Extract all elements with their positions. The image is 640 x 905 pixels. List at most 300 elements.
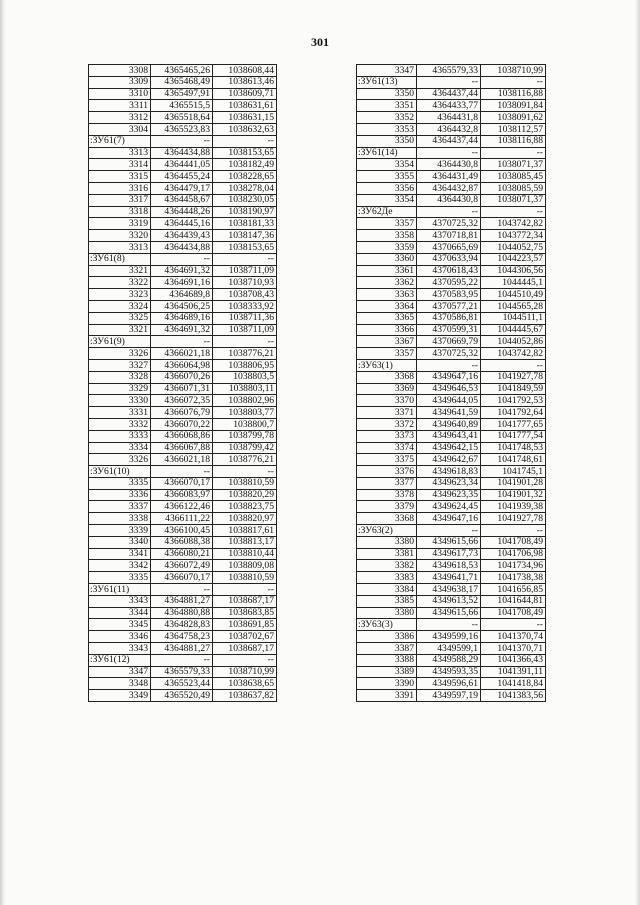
- y-coordinate-cell: 1038609,71: [213, 88, 277, 100]
- section-label-cell: :ЗУ61(12): [89, 654, 151, 666]
- point-number-cell: 3354: [357, 194, 417, 206]
- x-coordinate-cell: 4366111,22: [151, 513, 213, 525]
- point-number-cell: 3326: [89, 454, 151, 466]
- y-coordinate-cell: 1038112,57: [481, 123, 546, 135]
- point-number-cell: 3323: [89, 289, 151, 301]
- point-number-cell: 3381: [357, 548, 417, 560]
- table-row: [357, 513, 546, 525]
- x-coordinate-cell: 4364455,24: [151, 171, 213, 183]
- point-number-cell: 3331: [89, 407, 151, 419]
- point-number-cell: 3319: [89, 218, 151, 230]
- x-coordinate-cell: 4349615,66: [417, 607, 481, 619]
- table-row: [357, 123, 546, 135]
- point-number-cell: 3377: [357, 477, 417, 489]
- y-coordinate-cell: 1038687,17: [213, 595, 277, 607]
- table-row: [357, 171, 546, 183]
- y-coordinate-cell: 1038333,92: [213, 300, 277, 312]
- y-coordinate-cell: 1044445,1: [481, 277, 546, 289]
- y-coordinate-cell: 1041927,78: [481, 513, 546, 525]
- y-coordinate-cell: 1038806,95: [213, 359, 277, 371]
- section-label-cell: :ЗУ63(2): [357, 525, 417, 537]
- x-coordinate-cell: 4365465,26: [151, 65, 213, 77]
- table-row: [89, 454, 277, 466]
- y-coordinate-cell: 1044565,28: [481, 300, 546, 312]
- coordinates-table-left: [88, 64, 277, 702]
- point-number-cell: 3335: [89, 477, 151, 489]
- y-coordinate-cell: 1038631,15: [213, 112, 277, 124]
- y-coordinate-cell: 1041927,78: [481, 371, 546, 383]
- point-number-cell: 3343: [89, 595, 151, 607]
- point-number-cell: 3321: [89, 265, 151, 277]
- y-coordinate-cell: 1041708,49: [481, 536, 546, 548]
- point-number-cell: 3368: [357, 371, 417, 383]
- table-row: [89, 206, 277, 218]
- y-coordinate-cell: 1038632,63: [213, 123, 277, 135]
- y-coordinate-cell: 1038810,44: [213, 548, 277, 560]
- x-coordinate-cell: --: [417, 619, 481, 631]
- x-coordinate-cell: 4364437,44: [417, 135, 481, 147]
- table-row: [357, 442, 546, 454]
- x-coordinate-cell: 4364432,8: [417, 123, 481, 135]
- y-coordinate-cell: 1041656,85: [481, 584, 546, 596]
- y-coordinate-cell: 1041748,53: [481, 442, 546, 454]
- x-coordinate-cell: 4349613,52: [417, 595, 481, 607]
- x-coordinate-cell: 4349641,59: [417, 407, 481, 419]
- point-number-cell: 3346: [89, 631, 151, 643]
- x-coordinate-cell: 4366070,17: [151, 572, 213, 584]
- point-number-cell: 3304: [89, 123, 151, 135]
- table-row: [89, 65, 277, 77]
- point-number-cell: 3383: [357, 572, 417, 584]
- table-row: [89, 383, 277, 395]
- x-coordinate-cell: 4366088,38: [151, 536, 213, 548]
- y-coordinate-cell: 1041706,98: [481, 548, 546, 560]
- point-number-cell: 3357: [357, 218, 417, 230]
- y-coordinate-cell: 1038711,09: [213, 324, 277, 336]
- table-row: [89, 690, 277, 702]
- y-coordinate-cell: 1038711,09: [213, 265, 277, 277]
- y-coordinate-cell: 1038810,59: [213, 477, 277, 489]
- x-coordinate-cell: 4364506,25: [151, 300, 213, 312]
- x-coordinate-cell: 4364431,49: [417, 171, 481, 183]
- table-row: [357, 560, 546, 572]
- y-coordinate-cell: 1038691,85: [213, 619, 277, 631]
- table-row: [89, 631, 277, 643]
- y-coordinate-cell: 1038687,17: [213, 643, 277, 655]
- y-coordinate-cell: 1038153,65: [213, 147, 277, 159]
- x-coordinate-cell: --: [151, 135, 213, 147]
- table-row: [357, 265, 546, 277]
- y-coordinate-cell: 1041777,54: [481, 430, 546, 442]
- table-row: [89, 619, 277, 631]
- point-number-cell: 3367: [357, 336, 417, 348]
- table-row: [89, 666, 277, 678]
- section-label-cell: :ЗУ61(10): [89, 466, 151, 478]
- y-coordinate-cell: 1038085,59: [481, 182, 546, 194]
- y-coordinate-cell: 1038702,67: [213, 631, 277, 643]
- y-coordinate-cell: 1041901,32: [481, 489, 546, 501]
- x-coordinate-cell: 4370718,81: [417, 230, 481, 242]
- point-number-cell: 3314: [89, 159, 151, 171]
- y-coordinate-cell: --: [213, 466, 277, 478]
- table-row: [357, 548, 546, 560]
- x-coordinate-cell: 4364881,27: [151, 595, 213, 607]
- y-coordinate-cell: 1038710,93: [213, 277, 277, 289]
- y-coordinate-cell: 1043742,82: [481, 348, 546, 360]
- x-coordinate-cell: 4366070,17: [151, 477, 213, 489]
- point-number-cell: 3332: [89, 418, 151, 430]
- table-row: [357, 65, 546, 77]
- table-row: [89, 88, 277, 100]
- point-number-cell: 3335: [89, 572, 151, 584]
- point-number-cell: 3386: [357, 631, 417, 643]
- y-coordinate-cell: 1038823,75: [213, 501, 277, 513]
- x-coordinate-cell: 4364437,44: [417, 88, 481, 100]
- table-row: [89, 477, 277, 489]
- table-row: [89, 572, 277, 584]
- y-coordinate-cell: 1038613,46: [213, 76, 277, 88]
- y-coordinate-cell: 1038608,44: [213, 65, 277, 77]
- table-row: [89, 218, 277, 230]
- table-row: [89, 100, 277, 112]
- y-coordinate-cell: 1038802,96: [213, 395, 277, 407]
- x-coordinate-cell: 4349642,15: [417, 442, 481, 454]
- table-row: [89, 430, 277, 442]
- point-number-cell: 3310: [89, 88, 151, 100]
- table-row: [357, 194, 546, 206]
- table-row: [357, 253, 546, 265]
- y-coordinate-cell: 1038085,45: [481, 171, 546, 183]
- x-coordinate-cell: 4349623,35: [417, 489, 481, 501]
- x-coordinate-cell: 4366080,21: [151, 548, 213, 560]
- x-coordinate-cell: 4366072,35: [151, 395, 213, 407]
- point-number-cell: 3349: [89, 690, 151, 702]
- point-number-cell: 3308: [89, 65, 151, 77]
- table-row: [89, 407, 277, 419]
- section-label-cell: :ЗУ61(7): [89, 135, 151, 147]
- point-number-cell: 3347: [357, 65, 417, 77]
- y-coordinate-cell: 1038813,17: [213, 536, 277, 548]
- y-coordinate-cell: 1044052,86: [481, 336, 546, 348]
- x-coordinate-cell: 4366067,88: [151, 442, 213, 454]
- point-number-cell: 3385: [357, 595, 417, 607]
- point-number-cell: 3344: [89, 607, 151, 619]
- y-coordinate-cell: 1038820,29: [213, 489, 277, 501]
- x-coordinate-cell: 4370599,31: [417, 324, 481, 336]
- table-row: [357, 489, 546, 501]
- point-number-cell: 3322: [89, 277, 151, 289]
- x-coordinate-cell: 4366064,98: [151, 359, 213, 371]
- x-coordinate-cell: 4349641,71: [417, 572, 481, 584]
- point-number-cell: 3363: [357, 289, 417, 301]
- point-number-cell: 3333: [89, 430, 151, 442]
- x-coordinate-cell: 4370665,69: [417, 241, 481, 253]
- table-row: [357, 100, 546, 112]
- y-coordinate-cell: 1038230,05: [213, 194, 277, 206]
- point-number-cell: 3321: [89, 324, 151, 336]
- y-coordinate-cell: 1038710,99: [213, 666, 277, 678]
- x-coordinate-cell: --: [417, 76, 481, 88]
- x-coordinate-cell: 4349599,1: [417, 643, 481, 655]
- y-coordinate-cell: 1038147,36: [213, 230, 277, 242]
- section-header-row: [89, 654, 277, 666]
- x-coordinate-cell: 4370583,95: [417, 289, 481, 301]
- table-row: [89, 159, 277, 171]
- table-row: [89, 241, 277, 253]
- point-number-cell: 3388: [357, 654, 417, 666]
- point-number-cell: 3352: [357, 112, 417, 124]
- x-coordinate-cell: 4370595,22: [417, 277, 481, 289]
- y-coordinate-cell: 1041370,74: [481, 631, 546, 643]
- y-coordinate-cell: 1041738,38: [481, 572, 546, 584]
- point-number-cell: 3312: [89, 112, 151, 124]
- y-coordinate-cell: 1041370,71: [481, 643, 546, 655]
- table-row: [357, 690, 546, 702]
- table-row: [357, 159, 546, 171]
- x-coordinate-cell: 4366070,26: [151, 371, 213, 383]
- y-coordinate-cell: 1038228,65: [213, 171, 277, 183]
- x-coordinate-cell: --: [417, 359, 481, 371]
- y-coordinate-cell: 1038708,43: [213, 289, 277, 301]
- point-number-cell: 3347: [89, 666, 151, 678]
- table-row: [89, 265, 277, 277]
- x-coordinate-cell: 4364458,67: [151, 194, 213, 206]
- x-coordinate-cell: --: [151, 466, 213, 478]
- point-number-cell: 3329: [89, 383, 151, 395]
- y-coordinate-cell: --: [481, 619, 546, 631]
- table-row: [357, 572, 546, 584]
- point-number-cell: 3316: [89, 182, 151, 194]
- y-coordinate-cell: --: [481, 206, 546, 218]
- point-number-cell: 3317: [89, 194, 151, 206]
- y-coordinate-cell: 1044306,56: [481, 265, 546, 277]
- table-row: [89, 324, 277, 336]
- x-coordinate-cell: --: [417, 147, 481, 159]
- x-coordinate-cell: 4349588,29: [417, 654, 481, 666]
- section-label-cell: :ЗУ61(8): [89, 253, 151, 265]
- y-coordinate-cell: 1038116,88: [481, 135, 546, 147]
- table-row: [357, 418, 546, 430]
- point-number-cell: 3350: [357, 88, 417, 100]
- table-row: [89, 548, 277, 560]
- y-coordinate-cell: 1038803,77: [213, 407, 277, 419]
- y-coordinate-cell: 1038181,33: [213, 218, 277, 230]
- y-coordinate-cell: --: [481, 76, 546, 88]
- y-coordinate-cell: 1044445,67: [481, 324, 546, 336]
- table-row: [89, 289, 277, 301]
- x-coordinate-cell: 4365518,64: [151, 112, 213, 124]
- table-row: [357, 241, 546, 253]
- x-coordinate-cell: 4370725,32: [417, 218, 481, 230]
- section-header-row: [357, 619, 546, 631]
- x-coordinate-cell: --: [151, 654, 213, 666]
- table-row: [357, 584, 546, 596]
- table-row: [357, 312, 546, 324]
- point-number-cell: 3354: [357, 159, 417, 171]
- y-coordinate-cell: 1038803,5: [213, 371, 277, 383]
- point-number-cell: 3355: [357, 171, 417, 183]
- x-coordinate-cell: 4349596,61: [417, 678, 481, 690]
- x-coordinate-cell: 4349624,45: [417, 501, 481, 513]
- point-number-cell: 3313: [89, 241, 151, 253]
- x-coordinate-cell: --: [151, 253, 213, 265]
- x-coordinate-cell: 4364881,27: [151, 643, 213, 655]
- table-row: [357, 277, 546, 289]
- y-coordinate-cell: 1044511,1: [481, 312, 546, 324]
- x-coordinate-cell: 4364434,88: [151, 147, 213, 159]
- x-coordinate-cell: 4366083,97: [151, 489, 213, 501]
- point-number-cell: 3360: [357, 253, 417, 265]
- table-row: [357, 607, 546, 619]
- x-coordinate-cell: 4370725,32: [417, 348, 481, 360]
- point-number-cell: 3390: [357, 678, 417, 690]
- y-coordinate-cell: 1041366,43: [481, 654, 546, 666]
- table-row: [89, 678, 277, 690]
- section-header-row: [357, 359, 546, 371]
- x-coordinate-cell: 4364439,43: [151, 230, 213, 242]
- y-coordinate-cell: 1038153,65: [213, 241, 277, 253]
- section-header-row: [89, 466, 277, 478]
- point-number-cell: 3350: [357, 135, 417, 147]
- x-coordinate-cell: 4364880,88: [151, 607, 213, 619]
- y-coordinate-cell: 1038810,59: [213, 572, 277, 584]
- point-number-cell: 3313: [89, 147, 151, 159]
- point-number-cell: 3384: [357, 584, 417, 596]
- x-coordinate-cell: 4349643,41: [417, 430, 481, 442]
- y-coordinate-cell: 1038799,78: [213, 430, 277, 442]
- y-coordinate-cell: 1041939,38: [481, 501, 546, 513]
- table-row: [357, 466, 546, 478]
- coordinates-table-right: [356, 64, 546, 702]
- point-number-cell: 3328: [89, 371, 151, 383]
- x-coordinate-cell: 4366021,18: [151, 454, 213, 466]
- table-row: [357, 300, 546, 312]
- section-header-row: [89, 253, 277, 265]
- y-coordinate-cell: 1038278,04: [213, 182, 277, 194]
- point-number-cell: 3324: [89, 300, 151, 312]
- x-coordinate-cell: 4366100,45: [151, 525, 213, 537]
- y-coordinate-cell: 1038809,08: [213, 560, 277, 572]
- y-coordinate-cell: 1043772,34: [481, 230, 546, 242]
- table-row: [89, 525, 277, 537]
- section-label-cell: :ЗУ62Де: [357, 206, 417, 218]
- point-number-cell: 3370: [357, 395, 417, 407]
- table-row: [89, 171, 277, 183]
- y-coordinate-cell: 1041708,49: [481, 607, 546, 619]
- x-coordinate-cell: 4366068,86: [151, 430, 213, 442]
- table-row: [357, 654, 546, 666]
- x-coordinate-cell: 4349623,34: [417, 477, 481, 489]
- point-number-cell: 3376: [357, 466, 417, 478]
- table-row: [357, 218, 546, 230]
- x-coordinate-cell: 4365579,33: [417, 65, 481, 77]
- x-coordinate-cell: 4365468,49: [151, 76, 213, 88]
- point-number-cell: 3311: [89, 100, 151, 112]
- table-row: [357, 666, 546, 678]
- point-number-cell: 3387: [357, 643, 417, 655]
- x-coordinate-cell: 4366071,31: [151, 383, 213, 395]
- point-number-cell: 3342: [89, 560, 151, 572]
- y-coordinate-cell: --: [481, 525, 546, 537]
- table-row: [357, 430, 546, 442]
- point-number-cell: 3327: [89, 359, 151, 371]
- x-coordinate-cell: 4364430,8: [417, 194, 481, 206]
- y-coordinate-cell: --: [213, 584, 277, 596]
- y-coordinate-cell: --: [213, 336, 277, 348]
- table-row: [89, 112, 277, 124]
- section-header-row: [89, 336, 277, 348]
- y-coordinate-cell: 1041383,56: [481, 690, 546, 702]
- y-coordinate-cell: 1038683,85: [213, 607, 277, 619]
- x-coordinate-cell: 4366076,79: [151, 407, 213, 419]
- y-coordinate-cell: --: [213, 135, 277, 147]
- table-row: [357, 88, 546, 100]
- point-number-cell: 3358: [357, 230, 417, 242]
- y-coordinate-cell: 1041418,84: [481, 678, 546, 690]
- table-row: [357, 383, 546, 395]
- table-row: [89, 300, 277, 312]
- y-coordinate-cell: 1041745,1: [481, 466, 546, 478]
- y-coordinate-cell: 1038091,84: [481, 100, 546, 112]
- y-coordinate-cell: --: [213, 654, 277, 666]
- y-coordinate-cell: 1041792,53: [481, 395, 546, 407]
- point-number-cell: 3359: [357, 241, 417, 253]
- table-row: [357, 182, 546, 194]
- x-coordinate-cell: 4349638,17: [417, 584, 481, 596]
- section-header-row: [357, 525, 546, 537]
- y-coordinate-cell: 1041792,64: [481, 407, 546, 419]
- table-row: [357, 643, 546, 655]
- table-row: [357, 395, 546, 407]
- x-coordinate-cell: 4364430,8: [417, 159, 481, 171]
- point-number-cell: 3341: [89, 548, 151, 560]
- point-number-cell: 3340: [89, 536, 151, 548]
- section-header-row: [89, 584, 277, 596]
- table-row: [357, 324, 546, 336]
- table-row: [89, 442, 277, 454]
- point-number-cell: 3361: [357, 265, 417, 277]
- x-coordinate-cell: 4364689,16: [151, 312, 213, 324]
- table-row: [357, 477, 546, 489]
- point-number-cell: 3375: [357, 454, 417, 466]
- x-coordinate-cell: --: [151, 584, 213, 596]
- section-label-cell: :ЗУ61(11): [89, 584, 151, 596]
- x-coordinate-cell: 4366021,18: [151, 348, 213, 360]
- point-number-cell: 3357: [357, 348, 417, 360]
- x-coordinate-cell: 4349642,67: [417, 454, 481, 466]
- table-row: [357, 230, 546, 242]
- x-coordinate-cell: 4366072,49: [151, 560, 213, 572]
- x-coordinate-cell: 4370669,79: [417, 336, 481, 348]
- x-coordinate-cell: 4366070,22: [151, 418, 213, 430]
- y-coordinate-cell: 1041849,59: [481, 383, 546, 395]
- table-row: [357, 289, 546, 301]
- x-coordinate-cell: 4349618,53: [417, 560, 481, 572]
- x-coordinate-cell: 4364431,8: [417, 112, 481, 124]
- y-coordinate-cell: 1041644,81: [481, 595, 546, 607]
- point-number-cell: 3372: [357, 418, 417, 430]
- y-coordinate-cell: 1038071,37: [481, 194, 546, 206]
- y-coordinate-cell: 1038799,42: [213, 442, 277, 454]
- x-coordinate-cell: 4364689,8: [151, 289, 213, 301]
- point-number-cell: 3348: [89, 678, 151, 690]
- y-coordinate-cell: 1038116,88: [481, 88, 546, 100]
- x-coordinate-cell: 4349615,66: [417, 536, 481, 548]
- x-coordinate-cell: 4365579,33: [151, 666, 213, 678]
- x-coordinate-cell: 4349617,73: [417, 548, 481, 560]
- x-coordinate-cell: 4364445,16: [151, 218, 213, 230]
- y-coordinate-cell: 1038071,37: [481, 159, 546, 171]
